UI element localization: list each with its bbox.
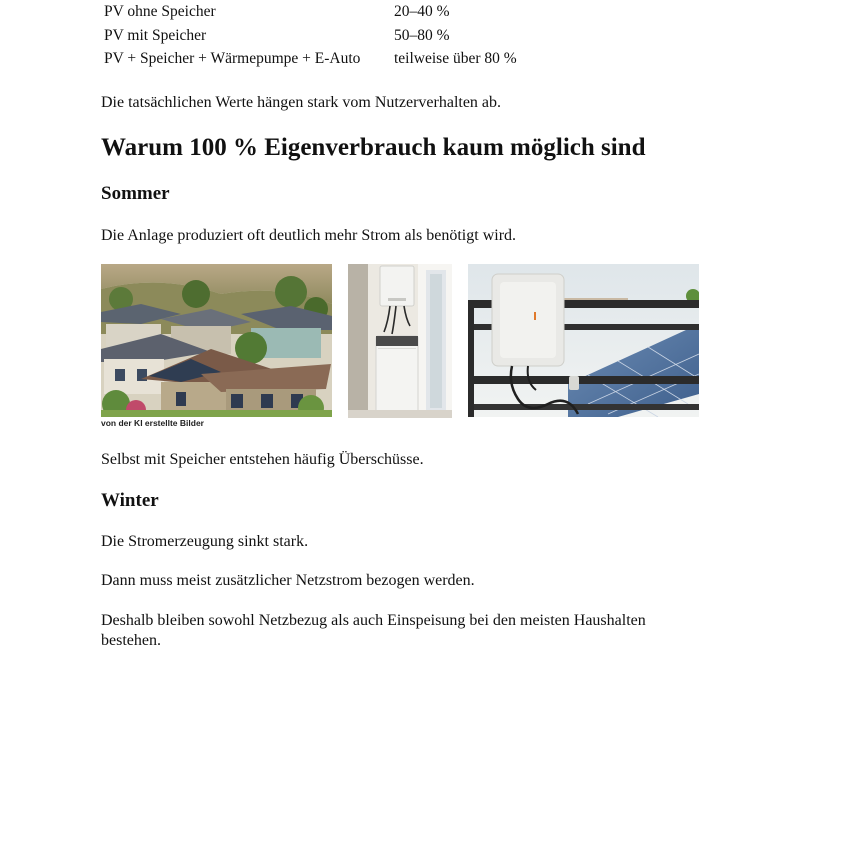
- winter-text-3-line-1: Deshalb bleiben sowohl Netzbezug als auch Einspeisung bei den meisten Haushalten: [101, 612, 646, 629]
- section-heading: Warum 100 % Eigenverbrauch kaum möglich sind: [101, 134, 646, 161]
- home-battery-storage-photo: [348, 264, 452, 418]
- surplus-text: Selbst mit Speicher entstehen häufig Überschüsse.: [101, 451, 424, 468]
- wallbox-charger-with-solar-panels-photo: [468, 264, 699, 417]
- table-row: [100, 0, 521, 24]
- table-cell-value: 50–80 %: [394, 26, 450, 44]
- usage-note: Die tatsächlichen Werte hängen stark vom Nutzerverhalten ab.: [101, 94, 502, 111]
- table-cell-label: PV + Speicher + Wärmepumpe + E-Auto: [104, 50, 361, 67]
- winter-text-1: Die Stromerzeugung sinkt stark.: [101, 533, 309, 550]
- suburban-houses-with-solar-roofs-photo: [101, 264, 332, 417]
- table-cell-value: 20–40 %: [394, 3, 450, 20]
- winter-text-2: Dann muss meist zusätzlicher Netzstrom bezogen werden.: [101, 572, 475, 589]
- summer-heading: Sommer: [101, 183, 170, 204]
- table-cell-label: PV ohne Speicher: [104, 3, 216, 20]
- image-caption: von der KI erstellte Bilder: [101, 418, 204, 428]
- table-cell-label: PV mit Speicher: [104, 26, 207, 44]
- table-row: [100, 47, 521, 71]
- winter-heading: Winter: [101, 490, 159, 511]
- table-cell-value: teilweise über 80 %: [394, 50, 517, 67]
- self-consumption-table: [100, 0, 521, 71]
- summer-text: Die Anlage produziert oft deutlich mehr Strom als benötigt wird.: [101, 227, 517, 244]
- table-row: [100, 24, 521, 48]
- winter-text-3-line-2: bestehen.: [101, 632, 161, 649]
